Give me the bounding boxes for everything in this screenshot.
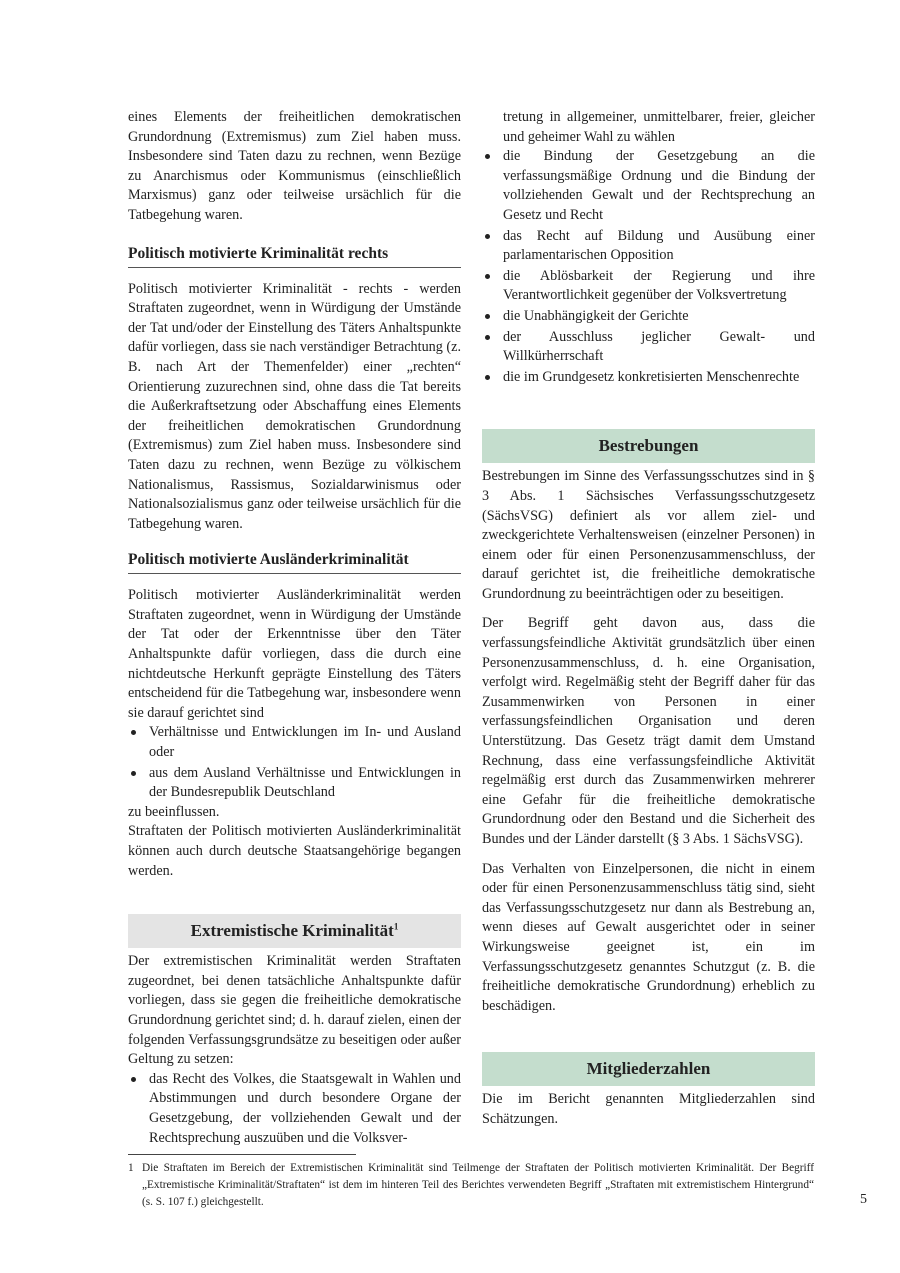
bestrebungen-paragraph-3: Das Verhalten von Einzelpersonen, die nicht in einem oder für einen Personenzusammenschluss tätig sind, sieht das Verfassungsschutzgesetz nur dann als Bestrebung an, wenn dieses auf Gewalt ausgerichtet oder in seiner Wirkungsweise geeignet ist, ein im Verfassungsschutzgesetz genanntes Schutzgut (z. B. die freiheitliche demokratische Grundordnung) erheblich zu beschädigen. <box>482 860 815 1014</box>
heading-mitgliederzahlen: Mitgliederzahlen <box>482 1052 815 1086</box>
list-item: die Bindung der Gesetzgebung an die verfassungsmäßige Ordnung und die Bindung der vollziehenden Gewalt und der Rechtsprechung an Gesetz und Recht <box>482 147 815 225</box>
auslaender-paragraph-2: Straftaten der Politisch motivierten Ausländerkriminalität können auch durch deutsche Staatsangehörige begangen werden. <box>128 823 461 879</box>
extremistische-paragraph: Der extremistischen Kriminalität werden Straftaten zugeordnet, bei denen tatsächliche Anhaltspunkte dafür vorliegen, dass sie gegen die freiheitliche demokratische Grundordnung gerichtet sind; d. h. darauf zielen, einen der folgenden Verfassungsgrundsätze zu beseitigen oder außer Geltung zu setzen: <box>128 953 461 1068</box>
continued-list-item: tretung in allgemeiner, unmittelbarer, freier, gleicher und geheimer Wahl zu wählen <box>503 109 815 145</box>
heading-bestrebungen: Bestrebungen <box>482 429 815 463</box>
list-item: der Ausschluss jeglicher Gewalt- und Willkürherrschaft <box>482 328 815 367</box>
heading-extremistische-kriminalitaet <box>128 914 461 948</box>
list-item: aus dem Ausland Verhältnisse und Entwicklungen in der Bundesrepublik Deutschland <box>128 764 461 803</box>
right-column <box>482 108 815 1130</box>
page-number: 5 <box>860 1192 867 1207</box>
mitgliederzahlen-paragraph: Die im Bericht genannten Mitgliederzahlen sind Schätzungen. <box>482 1091 815 1127</box>
list-item: das Recht des Volkes, die Staatsgewalt in Wahlen und Abstimmungen und durch besondere Organe der Gesetzgebung, der vollziehenden Gewalt und der Rechtsprechung auszuüben und die Volksver- <box>128 1070 461 1148</box>
bestrebungen-paragraph-2: Der Begriff geht davon aus, dass die verfassungsfeindliche Aktivität grundsätzlich über einen Personenzusammenschluss, d. h. eine Organisation, verfolgt wird. Regelmäßig steht der Begriff daher für das Zusammenwirken von Personen in einer verfassungsfeindlichen Organisation und deren Unterstützung. Das Gesetz trägt damit dem Umstand Rechnung, dass eine verfassungsfeindliche Aktivität regelmäßig erst durch das Zusammenwirken mehrerer eine Gefahr für die freiheitliche demokratische Grundordnung oder den Bestand und die Sicherheit des Bundes und der Länder darstellt (§ 3 Abs. 1 SächsVSG). <box>482 615 815 847</box>
list-item: die Ablösbarkeit der Regierung und ihre Verantwortlichkeit gegenüber der Volksvertretung <box>482 267 815 306</box>
footnote-reference: 1 <box>393 921 399 932</box>
auslaender-tail: zu beeinflussen. <box>128 803 220 820</box>
heading-text: Extremistische Kriminalität <box>190 921 394 941</box>
intro-paragraph: eines Elements der freiheitlichen demokratischen Grundordnung (Extremismus) zum Ziel haben muss. Insbesondere sind Taten dazu zu rechnen, wenn Bezüge zu Anarchismus oder Kommunismus (einschließlich Marxismus) ganz oder teilweise ursächlich für die Tatbegehung waren. <box>128 109 461 223</box>
bestrebungen-paragraph-1: Bestrebungen im Sinne des Verfassungsschutzes sind in § 3 Abs. 1 Sächsisches Verfassungsschutzgesetz (SächsVSG) definiert als vor allem ziel- und zweckgerichtete Verhaltensweisen (einzelner Personen) in einem oder für einen Personenzusammenschluss, der darauf gerichtet ist, die freiheitliche demokratische Grundordnung zu beeinträchtigen oder zu beseitigen. <box>482 468 815 602</box>
footnote <box>128 1160 814 1211</box>
footnote-mark: 1 <box>128 1162 134 1174</box>
footnote-text: Die Straftaten im Bereich der Extremistischen Kriminalität sind Teilmenge der Straftaten der Politisch motivierten Kriminalität. Der Begriff „Extremistische Kriminalität/Straftaten“ ist dem im hinteren Teil des Berichtes verwendeten Begriff „Straftaten mit extremistischem Hintergrund“ (s. S. 107 f.) gleichgestellt. <box>142 1162 814 1208</box>
list-item: die im Grundgesetz konkretisierten Menschenrechte <box>482 368 815 388</box>
footnote-divider <box>128 1154 356 1155</box>
left-column <box>128 108 461 1148</box>
verfassungsgrundsaetze-list-continued <box>482 147 815 387</box>
auslaender-bullet-list <box>128 723 461 802</box>
list-item: das Recht auf Bildung und Ausübung einer parlamentarischen Opposition <box>482 227 815 266</box>
verfassungsgrundsaetze-list <box>128 1070 461 1148</box>
heading-pmk-auslaender: Politisch motivierte Ausländerkriminalität <box>128 550 461 574</box>
list-item: Verhältnisse und Entwicklungen im In- und Ausland oder <box>128 723 461 762</box>
pmk-rechts-paragraph: Politisch motivierter Kriminalität - rechts - werden Straftaten zugeordnet, wenn in Würdigung der Umstände der Tat und/oder der Einstellung des Täters Anhaltspunkte dafür vorliegen, dass sie nach verständiger Betrachtung (z. B. nach Art der Themenfelder) einer „rechten“ Orientierung zuzurechnen sind, ohne dass die Tat bereits die Außerkraftsetzung oder Abschaffung eines Elements der freiheitlichen demokratischen Grundordnung (Extremismus) zum Ziel haben muss. Insbesondere sind Taten dazu zu rechnen, wenn Bezüge zu völkischem Nationalismus, Rassismus, Sozialdarwinismus oder Nationalsozialismus ganz oder teilweise ursächlich für die Tatbegehung waren. <box>128 280 461 532</box>
pmk-auslaender-paragraph: Politisch motivierter Ausländerkriminalität werden Straftaten zugeordnet, wenn in Würdigung der Umstände der Tat oder der Erkenntnisse über den Täter Anhaltspunkte dafür vorliegen, dass die durch eine nichtdeutsche Herkunft geprägte Einstellung des Täters entscheidend für die Tatbegehung war, insbesondere wenn sie darauf gerichtet sind <box>128 587 461 721</box>
heading-pmk-rechts: Politisch motivierte Kriminalität rechts <box>128 244 461 268</box>
list-item: die Unabhängigkeit der Gerichte <box>482 307 815 327</box>
